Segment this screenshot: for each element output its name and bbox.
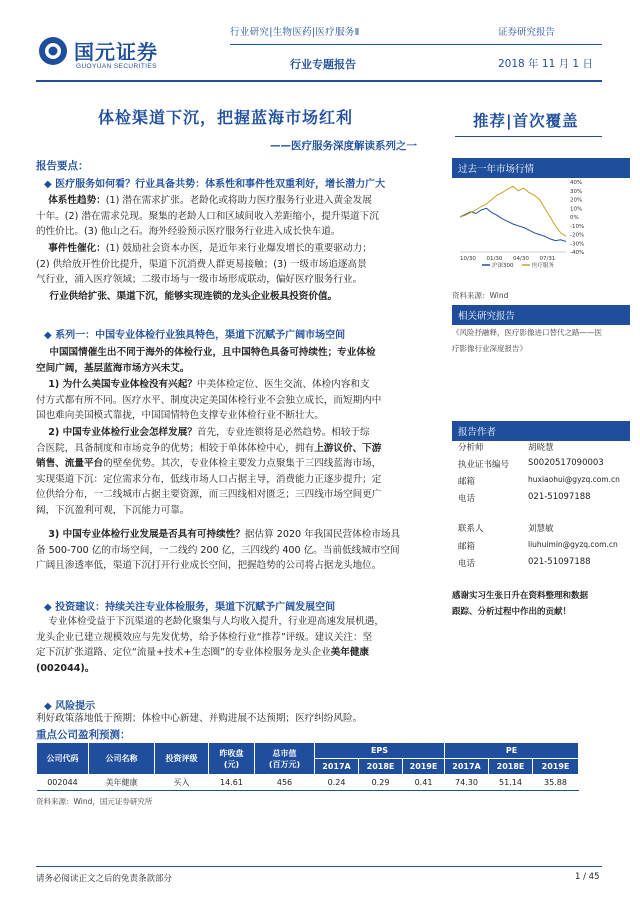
y-tick-label: 40% <box>570 180 583 186</box>
forecast-table-grid <box>36 742 579 791</box>
para-q2: 2) 中国专业体检行业会怎样发展？首先，专业连锁将是必然趋势。相较于综 合医院，具备制度和市场竞争的优势；相较于单体体检中心，拥有上游议价、下游 销售、流量平台的壁垒优势。其次，专业体检主要发力点聚集于三四线蓝海市场， 实现渠道下沉：定位需求分布，低线市场人口占据主导，消费能力正逐步提升；定 位供给分布，一二线城市占据主要资源，而三四线相对匮乏；三四线市场空间更广 阔，下沉盈利可观，下沉能力可靠。 <box>36 427 382 516</box>
para-q1: 1) 为什么美国专业体检没有兴起？中美体检定位、医生交流、体检内容和支 付方式都有所不同。医疗水平、制度决定美国体检行业不会独立成长，而短期内中 国也难向美国模式靠拢，中国国情特色支撑专业体检行业不断壮大。 <box>36 379 382 421</box>
table-source: 资料来源：Wind，国元证券研究所 <box>36 797 153 806</box>
y-tick-label: 0% <box>570 215 579 221</box>
market-source: 资料来源：Wind <box>452 291 509 300</box>
y-tick-label: -20% <box>570 232 585 239</box>
report-title: 体检渠道下沉，把握蓝海市场红利 <box>98 108 354 127</box>
th-eps: EPS <box>315 743 445 759</box>
author-title: 报告作者 <box>452 421 630 441</box>
para-6: 利好政策落地低于预期；体检中心新建、并购进展不达预期；医疗纠纷风险。 <box>36 713 363 724</box>
th-sub: 2017A <box>315 759 359 775</box>
contact-email-row: 邮箱 liuhuimin@gyzq.com.cn <box>458 540 618 552</box>
report-date: 2018 年 11 月 1 日 <box>498 58 593 70</box>
y-tick-label: 10% <box>570 206 583 213</box>
bullet-2: ◆ 系列一：中国专业体检行业独具特色，渠道下沉赋予广阔市场空间 <box>44 330 346 341</box>
para-4: 中国国情催生出不同于海外的体检行业，且中国特色具备可持续性；专业体检 空间广阔，基层蓝海市场方兴未艾。 <box>36 347 376 374</box>
report-type: 证券研究报告 <box>498 27 556 38</box>
analyst-row: 分析师 胡晓慧 <box>458 443 554 453</box>
th-sub: 2019E <box>533 759 579 775</box>
y-tick-label: 20% <box>570 197 583 204</box>
logo-mark-icon <box>38 36 68 66</box>
cell: 0.24 <box>315 775 359 791</box>
cell: 14.61 <box>209 775 255 791</box>
th-code: 公司代码 <box>37 743 89 775</box>
legend-label: 沪深300 <box>492 263 514 268</box>
th-pe: PE <box>445 743 579 759</box>
cell: 002044 <box>37 775 89 791</box>
th-name: 公司名称 <box>89 743 155 775</box>
x-tick-label: 10/30 <box>460 256 476 262</box>
summary-label: 报告要点： <box>36 160 89 172</box>
market-chart-svg <box>452 178 602 268</box>
y-tick-label: -10% <box>570 223 585 230</box>
x-tick-label: 07/31 <box>539 256 556 262</box>
report-subtitle: ——医疗服务深度解读系列之一 <box>270 140 417 152</box>
para-5: 专业体检受益于下沉渠道的老龄化聚集与人均收入提升，行业迎高速发展机遇， 龙头企业已建立规模效应与先发优势，给予体检行业“推荐”评级。建议关注：坚 定下沉扩张道路、定位“流量+技术+生态圈”的专业体检服务龙头企业美年健康 (002044)。 <box>36 616 384 674</box>
breadcrumb: 行业研究|生物医药|医疗服务Ⅱ <box>230 27 360 38</box>
cell: 35.88 <box>533 775 579 791</box>
th-close: 昨收盘 (元) <box>209 743 255 775</box>
header-divider <box>230 44 602 45</box>
series-line <box>460 208 566 241</box>
bullet-1: ◆ 医疗服务如何看？行业具备共势：体系性和事件性双重利好，增长潜力广大 <box>44 179 386 190</box>
cell: 74.30 <box>445 775 489 791</box>
series-line <box>460 186 566 236</box>
related-text: 《风险抒融释，医疗影像进口替代之路——医 疗影像行业深度报告》 <box>452 328 602 353</box>
cell: 51.14 <box>489 775 533 791</box>
bullet-3: ◆ 投资建议：持续关注专业体检服务，渠道下沉赋予广阔发展空间 <box>44 602 336 613</box>
header-title: 行业专题报告 <box>290 58 356 71</box>
x-tick-label: 04/30 <box>513 256 529 262</box>
th-sub: 2018E <box>489 759 533 775</box>
cell: 0.41 <box>403 775 445 791</box>
bullet-4: ◆ 风险提示 <box>44 701 96 712</box>
para-q3: 3) 中国专业体检行业发展是否具有可持续性？据估算 2020 年我国民营体检市场具 备 500-700 亿的市场空间，一二线约 200 亿，三四线约 400 亿。当前低线城市空间 广阔且渗透率低，渠道下沉打开行业成长空间，把握趋势的公司将占据龙头地位。 <box>36 529 401 571</box>
cell: 0.29 <box>359 775 403 791</box>
x-tick-label: 01/30 <box>486 256 503 262</box>
table-row <box>37 775 579 791</box>
page-number: 1 / 45 <box>575 872 600 882</box>
company-name: 国元证券 <box>74 40 158 64</box>
diamond-icon: ◆ <box>44 701 56 712</box>
company-logo <box>38 36 68 66</box>
header-bottom-line <box>36 80 602 82</box>
diamond-icon: ◆ <box>44 602 56 613</box>
license-row: 执业证书编号 S0020517090003 <box>458 458 604 470</box>
market-chart <box>452 178 602 268</box>
market-title: 过去一年市场行情 <box>452 158 630 178</box>
contact-phone-row: 电话 021-51097188 <box>458 557 591 569</box>
footer-line <box>36 866 602 867</box>
para-1: 体系性趋势：(1) 潜在需求扩张。老龄化或将助力医疗服务行业进入黄金发展 十年。(2) 潜在需求兑现。聚集的老龄人口和区域间收入差距缩小，提升渠道下沉 的性价比。(3) 他山之石。海外经验预示医疗服务行业进入成长快车道。 <box>36 195 379 237</box>
para-3: 行业供给扩张、渠道下沉，能够实现连锁的龙头企业极具投资价值。 <box>49 291 338 302</box>
table-title: 重点公司盈利预测： <box>36 729 131 741</box>
y-tick-label: -30% <box>570 241 585 248</box>
para-2: 事件性催化：(1) 鼓励社会资本办医，是近年来行业爆发增长的重要驱动力； (2) 供给放开性价比提升，渠道下沉消费人群更易接触；(3) 一级市场追逐高景 气行业，涌入医疗领域；二级市场与一级市场形成联动，偏好医疗服务行业。 <box>36 243 372 285</box>
th-sub: 2019E <box>403 759 445 775</box>
thanks-note: 感谢实习生张日升在资料整理和数据 跟踪、分析过程中作出的贡献！ <box>452 591 589 617</box>
th-sub: 2017A <box>445 759 489 775</box>
y-tick-label: -40% <box>570 250 585 256</box>
company-name-en: GUOYUAN SECURITIES <box>76 63 157 70</box>
rating-line <box>455 136 602 137</box>
related-title: 相关研究报告 <box>452 305 630 325</box>
legend-label: 医疗服务 <box>532 263 555 268</box>
th-mktcap: 总市值 (百万元) <box>255 743 315 775</box>
footer-disclaimer: 请务必阅读正文之后的免责条款部分 <box>36 874 173 884</box>
cell: 美年健康 <box>89 775 155 791</box>
phone-row: 电话 021-51097188 <box>458 492 591 504</box>
th-sub: 2018E <box>359 759 403 775</box>
cell: 买入 <box>155 775 209 791</box>
y-tick-label: 30% <box>570 188 583 195</box>
rating-badge: 推荐|首次覆盖 <box>473 112 579 130</box>
diamond-icon: ◆ <box>44 179 56 190</box>
contact-row: 联系人 刘慧敏 <box>458 524 554 534</box>
diamond-icon: ◆ <box>44 330 56 341</box>
email-row: 邮箱 huxiaohui@gyzq.com.cn <box>458 475 620 487</box>
forecast-table <box>36 742 579 791</box>
cell: 456 <box>255 775 315 791</box>
th-rating: 投资评级 <box>155 743 209 775</box>
